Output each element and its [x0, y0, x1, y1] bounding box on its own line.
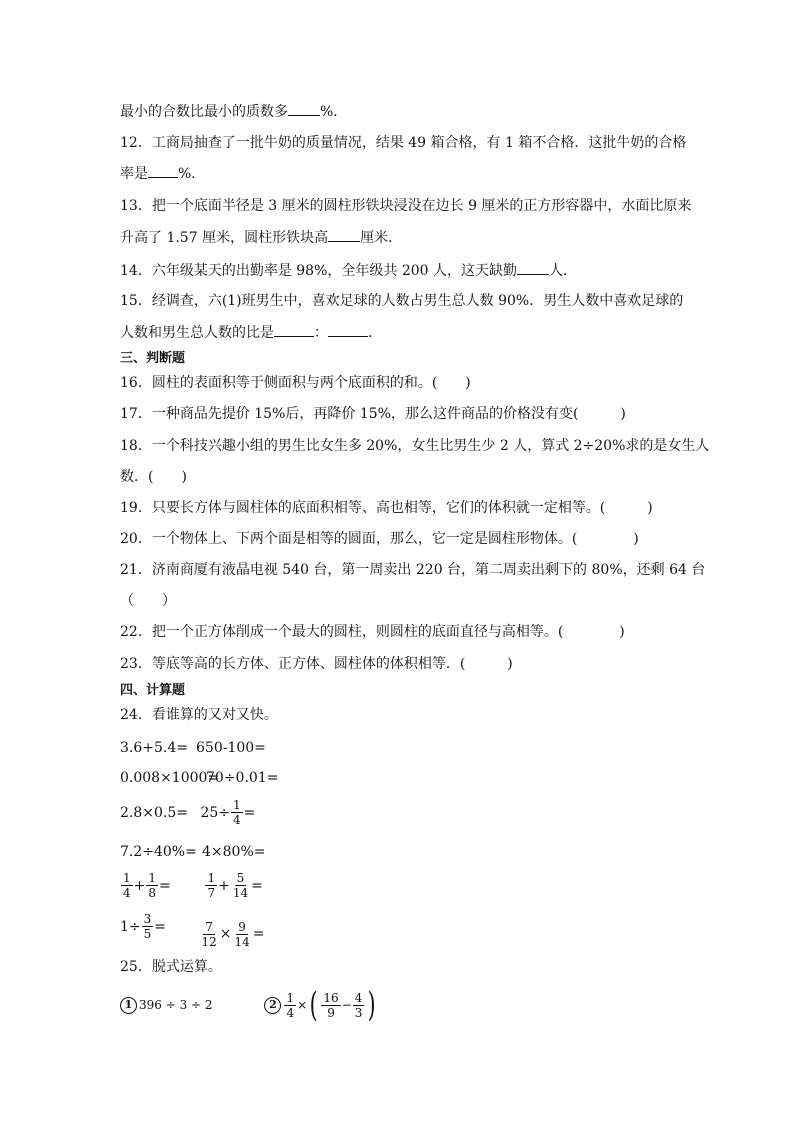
q14-text: 14．六年级某天的出勤率是 98%，全年级共 200 人，这天缺勤 — [120, 263, 518, 279]
q12-text: 率是 — [120, 166, 148, 182]
q15-blank-2[interactable] — [328, 322, 368, 337]
q24-r1-a: 3.6+5.4= — [120, 740, 188, 756]
q24-r6-b: $\frac{7}{12}$ × $\frac{9}{14}$ = — [201, 919, 265, 949]
q25-title: 25．脱式运算。 — [120, 959, 222, 975]
q24-r2-b: 70÷0.01= — [206, 770, 279, 786]
q24-r3-a: 2.8×0.5= — [120, 804, 188, 821]
q11-tail — [120, 101, 347, 122]
q24-row5 — [120, 868, 263, 900]
q15-line1: 15．经调查，六(1)班男生中，喜欢足球的人数占男生总人数 90%．男生人数中喜欢足球的 — [120, 293, 684, 309]
q25-problems — [120, 985, 379, 1025]
q13-text: 升高了 1.57 厘米，圆柱形铁块高 — [120, 230, 329, 246]
q24-r3-b-pre: 25÷ — [200, 804, 230, 821]
q11-text: 最小的合数比最小的质数多 — [120, 104, 288, 120]
q17: 17．一种商品先提价 15%后，再降价 15%，那么这件商品的价格没有变( ) — [120, 406, 626, 422]
circled-number-2-icon: 2 — [264, 997, 281, 1014]
q13-line1: 13．把一个底面半径是 3 厘米的圆柱形铁块浸没在边长 9 厘米的正方形容器中，水面比原来 — [120, 198, 692, 214]
q15-blank-1[interactable] — [274, 322, 314, 337]
q24-r3-b-frac: $\frac{1}{4}$ — [233, 798, 241, 827]
q12-line2 — [120, 163, 205, 184]
q20: 20．一个物体上、下两个面是相等的圆面，那么，它一定是圆柱形物体。( ) — [120, 531, 639, 547]
section-calc-heading: 四、计算题 — [120, 683, 186, 698]
q24-title: 24．看谁算的又对又快。 — [120, 707, 278, 723]
q24-r5-a: $\frac{1}{4}$ + $\frac{1}{8}$ = — [123, 871, 171, 900]
q19: 19．只要长方体与圆柱体的底面积相等、高也相等，它们的体积就一定相等。( ) — [120, 500, 653, 516]
q24-r6-a: 1÷ $\frac{3}{5}$ = — [120, 912, 167, 941]
q11-blank[interactable] — [288, 101, 320, 116]
q12-blank[interactable] — [148, 163, 178, 178]
q24-r5-b: $\frac{1}{7}$ + $\frac{5}{14}$ = — [207, 871, 263, 900]
q15-text: 人数和男生总人数的比是 — [120, 325, 274, 341]
q24-r3-b — [200, 798, 255, 827]
q18-line2: 数．( ) — [120, 469, 187, 485]
q18-line1: 18．一个科技兴趣小组的男生比女生多 20%，女生比男生少 2 人，算式 2÷20%求的是女生人 — [120, 438, 710, 454]
q11-unit: %． — [320, 104, 348, 120]
q12-unit: %． — [178, 166, 206, 182]
q13-line2 — [120, 227, 402, 248]
q24-row4 — [120, 842, 266, 862]
q22: 22．把一个正方体削成一个最大的圆柱，则圆柱的底面直径与高相等。( ) — [120, 624, 625, 640]
q24-row3 — [120, 798, 255, 827]
q23: 23．等底等高的长方体、正方体、圆柱体的体积相等．( ) — [120, 656, 513, 672]
q24-r3-b-eq: = — [243, 804, 256, 821]
q25-problem-1 — [120, 995, 260, 1015]
right-paren: ) — [368, 985, 377, 1025]
q24-r4-a: 7.2÷40%= — [120, 844, 197, 860]
q15-end: ． — [368, 325, 382, 341]
q14-unit: 人． — [549, 263, 578, 279]
q13-unit: 厘米． — [360, 230, 403, 246]
section-judgement-heading: 三、判断题 — [120, 351, 186, 366]
q24-r2-a: 0.008×1000= — [120, 770, 220, 786]
q24-row1 — [120, 738, 266, 758]
q12-line1: 12．工商局抽查了一批牛奶的质量情况，结果 49 箱合格，有 1 箱不合格．这批牛奶的合格 — [120, 135, 687, 151]
q24-r1-b: 650-100= — [196, 740, 266, 756]
q14-blank[interactable] — [517, 260, 549, 275]
q13-blank[interactable] — [328, 227, 360, 242]
q21-line2: （ ） — [120, 593, 176, 609]
q24-r4-b: 4×80%= — [202, 844, 266, 860]
q21-line1: 21．济南商厦有液晶电视 540 台，第一周卖出 220 台，第二周卖出剩下的 80%，还剩 64 台 — [120, 562, 706, 578]
q15-colon: ： — [314, 325, 328, 341]
q25-p1-expr: 396 ÷ 3 ÷ 2 — [139, 998, 213, 1012]
q24-row2 — [120, 768, 278, 788]
q25-problem-2: 2 $\frac{1}{4}$ × ( $\frac{16}{9}$ − $\frac{4}{3}$ ) — [264, 988, 378, 1022]
q14 — [120, 260, 577, 281]
q16: 16．圆柱的表面积等于侧面积与两个底面积的和。( ) — [120, 375, 471, 391]
q15-line2 — [120, 322, 382, 343]
q24-row6 — [120, 912, 264, 949]
circled-number-1-icon: 1 — [120, 997, 137, 1014]
left-paren: ( — [309, 985, 318, 1025]
